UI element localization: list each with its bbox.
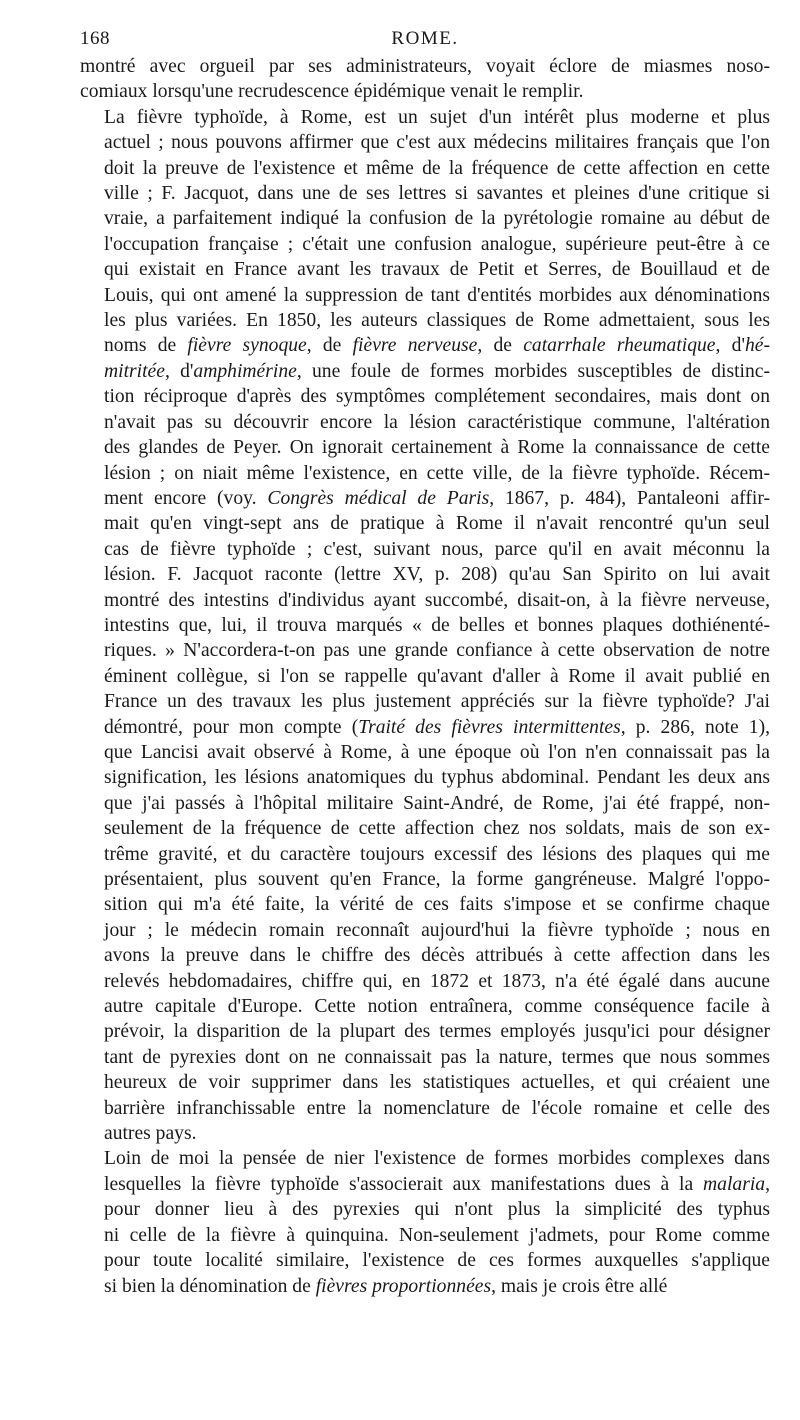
text-line [80, 333, 770, 358]
text-run: doit la preuve de l'existence et même de la fréquence de cette affection en cette [104, 157, 770, 179]
text-line [80, 994, 770, 1019]
text-line [80, 1121, 770, 1146]
text-run: intestins que, lui, il trouva marqués « de belles et bonnes plaques dothiénenté- [104, 614, 770, 636]
text-run: les plus variées. En 1850, les auteurs classiques de Rome admettaient, sous les [104, 310, 770, 332]
text-run: mait qu'en vingt-sept ans de pratique à Rome il n'avait rencontré qu'un seul [104, 513, 770, 535]
text-run: seulement de la fréquence de cette affection chez nos soldats, mais de son ex- [104, 818, 770, 840]
text-run: autre capitale d'Europe. Cette notion entraînera, comme conséquence facile à [104, 996, 770, 1018]
text-run: autres pays. [104, 1123, 197, 1145]
text-run: actuel ; nous pouvons affirmer que c'est aux médecins militaires français que l'on [104, 132, 770, 154]
text-run: l'occupation française ; c'était une confusion analogue, supérieure peut-être à ce [104, 233, 770, 255]
text-line [80, 1223, 770, 1248]
text-run: cas de fièvre typhoïde ; c'est, suivant nous, parce qu'il en avait méconnu la [104, 538, 770, 560]
text-run: lésion. F. Jacquot raconte (lettre XV, p. 208) qu'au San Spirito on lui avait [104, 564, 770, 586]
text-line [80, 1019, 770, 1044]
text-line [80, 410, 770, 435]
text-run: lésion ; on niait même l'existence, en cette ville, de la fièvre typhoïde. Récem- [104, 462, 770, 484]
italic-term: catarrhale rheumatique [523, 335, 716, 357]
italic-term: malaria [703, 1173, 766, 1195]
text-line [80, 79, 770, 104]
text-line [80, 740, 770, 765]
text-run: Louis, qui ont amené la suppression de tant d'entités morbides aux dénominations [104, 284, 770, 306]
text-line [80, 206, 770, 231]
text-run: , d' [715, 335, 745, 357]
text-run: pour toute localité similaire, l'existence de ces formes auxquelles s'applique [104, 1250, 770, 1272]
italic-term: amphimérine [193, 360, 297, 382]
text-line [80, 1197, 770, 1222]
text-line [80, 715, 770, 740]
text-line [80, 1248, 770, 1273]
text-line [80, 461, 770, 486]
book-page [80, 28, 770, 1299]
text-line [80, 1096, 770, 1121]
italic-term: fièvres proportionnées [315, 1275, 492, 1297]
paragraph [80, 1146, 770, 1298]
text-line [80, 232, 770, 257]
text-run: , p. 286, note 1), [620, 716, 770, 738]
text-run: n'avait pas su découvrir encore la lésion caractéristique commune, l'altération [104, 411, 770, 433]
running-header [80, 28, 770, 54]
text-line [80, 384, 770, 409]
text-line [80, 257, 770, 282]
italic-term: Congrès médical de Paris [267, 487, 490, 509]
text-run: prévoir, la disparition de la plupart des termes employés jusqu'ici pour désigner [104, 1021, 770, 1043]
text-line [80, 1045, 770, 1070]
text-run: trême gravité, et du caractère toujours excessif des lésions des plaques qui me [104, 843, 770, 865]
text-line [80, 689, 770, 714]
text-run: sition qui m'a été faite, la vérité de ces faits s'impose et se confirme chaque [104, 894, 770, 916]
text-run: montré avec orgueil par ses administrateurs, voyait éclore de miasmes noso- [80, 56, 770, 77]
text-run: relevés hebdomadaires, chiffre qui, en 1872 et 1873, n'a été égalé dans aucune [104, 970, 770, 992]
italic-term: Traité des fièvres intermittentes [358, 716, 621, 738]
text-run: La fièvre typhoïde, à Rome, est un sujet d'un intérêt plus moderne et plus [104, 106, 770, 128]
text-line [80, 791, 770, 816]
text-line [80, 867, 770, 892]
text-line [80, 181, 770, 206]
text-run: qui existait en France avant les travaux de Petit et Serres, de Bouillaud et de [104, 259, 770, 281]
text-run: avons la preuve dans le chiffre des décès attribués à cette affection dans les [104, 945, 770, 967]
text-run: éminent collègue, si l'on se rappelle qu'avant d'aller à Rome il avait publié en [104, 665, 770, 687]
text-run: signification, les lésions anatomiques du typhus abdominal. Pendant les deux ans [104, 767, 770, 789]
text-line [80, 918, 770, 943]
paragraph [80, 54, 770, 105]
text-line [80, 816, 770, 841]
text-line [80, 1274, 770, 1299]
text-line [80, 308, 770, 333]
text-run: lesquelles la fièvre typhoïde s'associerait aux manifestations dues à la [104, 1173, 704, 1195]
text-run: France un des travaux les plus justement appréciés sur la fièvre typhoïde? J'ai [104, 691, 770, 713]
italic-term: mitritée [104, 360, 165, 382]
body-text [80, 54, 770, 1299]
text-line [80, 765, 770, 790]
text-run: , une foule de formes morbides susceptibles de distinc- [296, 360, 770, 382]
text-run: , d' [164, 360, 194, 382]
italic-term: fièvre synoque [187, 335, 307, 357]
text-line [80, 156, 770, 181]
italic-term: hé- [744, 335, 771, 357]
text-run: ville ; F. Jacquot, dans une de ses lettres si savantes et pleines d'une critique si [104, 183, 770, 205]
text-run: comiaux lorsqu'une recrudescence épidémique venait le remplir. [80, 81, 584, 103]
text-run: , mais je crois être allé [491, 1275, 668, 1297]
text-line [80, 435, 770, 460]
text-run: riques. » N'accordera-t-on pas une grande confiance à cette observation de notre [104, 640, 770, 662]
text-run: , de [306, 335, 353, 357]
text-run: ment encore (voy. [104, 487, 268, 509]
text-line [80, 943, 770, 968]
text-run: heureux de voir supprimer dans les statistiques actuelles, et qui créaient une [104, 1072, 770, 1094]
text-line [80, 486, 770, 511]
text-run: tion réciproque d'après des symptômes complétement secondaires, mais dont on [104, 386, 770, 408]
text-run: ni celle de la fièvre à quinquina. Non-seulement j'admets, pour Rome comme [104, 1224, 770, 1246]
text-line [80, 105, 770, 130]
running-title: ROME. [391, 28, 459, 49]
text-line [80, 283, 770, 308]
text-run: que Lancisi avait observé à Rome, à une époque où l'on n'en connaissait pas la [104, 741, 770, 763]
text-run: noms de [104, 335, 188, 357]
text-line [80, 588, 770, 613]
text-line [80, 842, 770, 867]
text-run: si bien la dénomination de [104, 1275, 316, 1297]
text-run: vraie, a parfaitement indiqué la confusion de la pyrétologie romaine au début de [104, 208, 770, 230]
text-line [80, 562, 770, 587]
text-line [80, 664, 770, 689]
text-run: que j'ai passés à l'hôpital militaire Saint-André, de Rome, j'ai été frappé, non- [104, 792, 770, 814]
text-line [80, 638, 770, 663]
text-line [80, 1172, 770, 1197]
text-run: jour ; le médecin romain reconnaît aujourd'hui la fièvre typhoïde ; nous en [104, 919, 770, 941]
text-run: pour donner lieu à des pyrexies qui n'ont plus la simplicité des typhus [104, 1199, 770, 1221]
text-run: montré des intestins d'individus ayant succombé, disait-on, à la fièvre nerveuse, [104, 589, 770, 611]
paragraph [80, 105, 770, 1147]
text-line [80, 511, 770, 536]
text-run: barrière infranchissable entre la nomenclature de l'école romaine et celle des [104, 1097, 770, 1119]
text-line [80, 969, 770, 994]
text-line [80, 130, 770, 155]
text-line [80, 54, 770, 79]
text-run: des glandes de Peyer. On ignorait certainement à Rome la connaissance de cette [104, 437, 770, 459]
text-line [80, 1070, 770, 1095]
text-line [80, 537, 770, 562]
text-run: , de [477, 335, 524, 357]
text-run: présentaient, plus souvent qu'en France, la forme gangréneuse. Malgré l'oppo- [104, 869, 770, 890]
italic-term: fièvre nerveuse [352, 335, 478, 357]
page-number: 168 [80, 28, 110, 49]
text-line [80, 359, 770, 384]
text-run: , [765, 1173, 770, 1195]
text-line [80, 892, 770, 917]
text-run: , 1867, p. 484), Pantaleoni affir- [489, 487, 770, 509]
text-line [80, 1146, 770, 1171]
text-line [80, 613, 770, 638]
text-run: tant de pyrexies dont on ne connaissait pas la nature, termes que nous sommes [104, 1046, 770, 1068]
text-run: Loin de moi la pensée de nier l'existence de formes morbides complexes dans [104, 1148, 770, 1170]
text-run: démontré, pour mon compte ( [104, 716, 359, 738]
